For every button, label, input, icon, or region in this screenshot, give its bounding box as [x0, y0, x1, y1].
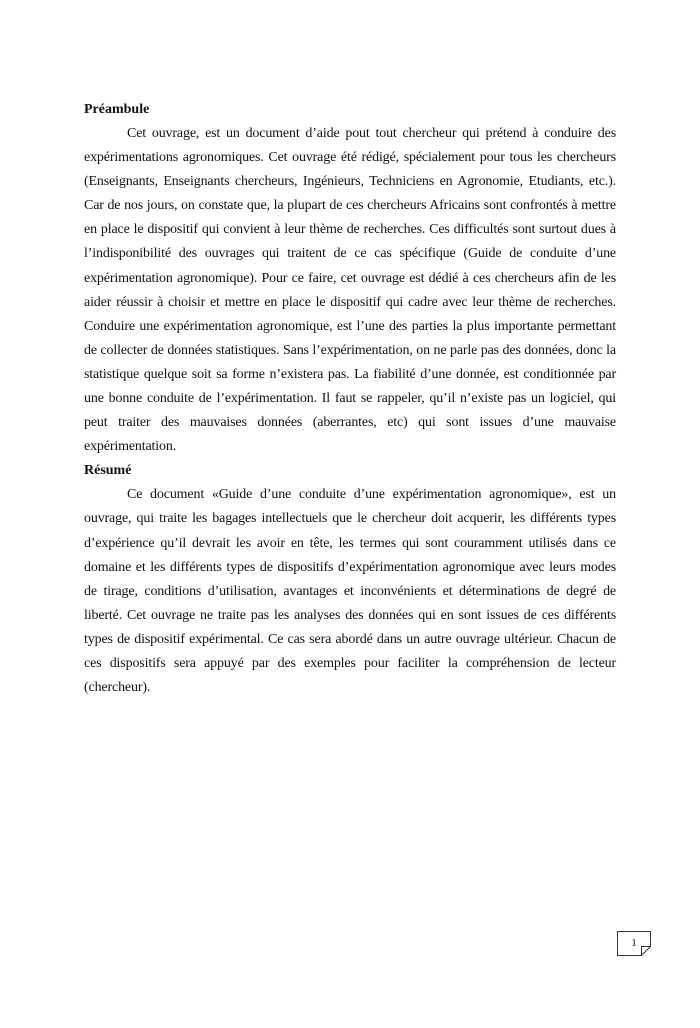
document-page: [84, 98, 616, 700]
preamble-heading: Préambule: [84, 102, 150, 117]
preamble-paragraph: Cet ouvrage, est un document d’aide pout tout chercheur qui prétend à conduire des expérimentations agronomiques. Cet ouvrage été rédigé, spécialement pour tous les chercheurs (Enseignants, Enseignants chercheurs, Ingénieurs, Techniciens en Agronomie, Etudiants, etc.). Car de nos jours, on constate que, la plupart de ces chercheurs Africains sont confrontés à mettre en place le dispositif qui convient à leur thème de recherches. Ces difficultés sont surtout dues à l’indisponibilité des ouvrages qui traitent de ce cas spécifique (Guide de conduite d’une expérimentation agronomique). Pour ce faire, cet ouvrage est dédié à ces chercheurs afin de les aider réussir à choisir et mettre en place le dispositif qui cadre avec leur thème de recherches. Conduire une expérimentation agronomique, est l’une des parties la plus importante permettant de collecter de données statistiques. Sans l’expérimentation, on ne parle pas des données, donc la statistique quelque soit sa forme n’existera pas. La fiabilité d’une donnée, est conditionnée par une bonne conduite de l’expérimentation. Il faut se rappeler, qu’il n’existe pas un logiciel, qui peut traiter des mauvaises données (aberrantes, etc) qui sont issues d’une mauvaise expérimentation.: [84, 126, 616, 455]
page-number-box: [617, 931, 651, 956]
summary-paragraph: Ce document «Guide d’une conduite d’une expérimentation agronomique», est un ouvrage, qui traite les bagages intellectuels que le chercheur doit acquerir, les différents types d’expérience qu’il devrait les avoir en tête, les termes qui sont couramment utilisés dans ce domaine et les différents types de dispositifs d’expérimentation agronomique avec leurs modes de tirage, conditions d’utilisation, avantages et inconvénients et déterminations de degré de liberté. Cet ouvrage ne traite pas les analyses des données qui en sont issues de ces différents types de dispositif expérimental. Ce cas sera abordé dans un autre ouvrage ultérieur. Chacun de ces dispositifs sera appuyé par des exemples pour faciliter la compréhension de lecteur (chercheur).: [84, 487, 616, 696]
page-number: 1: [631, 937, 637, 949]
summary-heading: Résumé: [84, 463, 132, 479]
folded-corner-icon: [641, 946, 651, 956]
